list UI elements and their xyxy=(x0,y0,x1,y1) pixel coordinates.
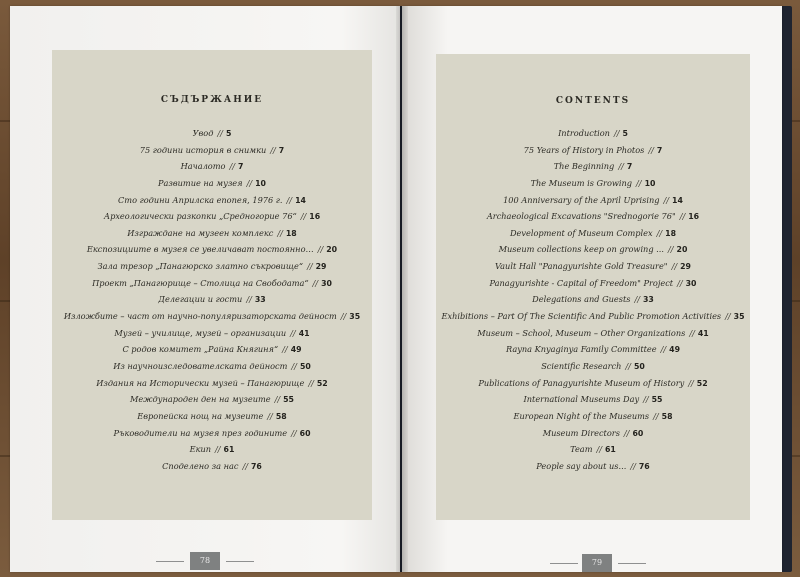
toc-page-number: 20 xyxy=(676,245,688,255)
toc-entry-label: The Museum is Growing xyxy=(530,177,633,188)
toc-entry xyxy=(436,341,750,358)
toc-page-number: 58 xyxy=(661,411,673,421)
toc-entry-label: Team xyxy=(570,444,593,455)
toc-separator: // xyxy=(613,128,620,138)
left-page xyxy=(10,6,400,572)
toc-separator: // xyxy=(282,344,288,355)
toc-page-number: 30 xyxy=(321,278,332,288)
toc-separator: // xyxy=(308,377,314,388)
toc-entry-label: Екип xyxy=(189,444,212,455)
toc-separator: // xyxy=(312,277,319,288)
toc-page-number: 14 xyxy=(672,195,683,205)
toc-separator: // xyxy=(630,460,636,471)
right-toc-list xyxy=(436,125,750,474)
toc-page-number: 30 xyxy=(685,278,697,288)
toc-separator: // xyxy=(634,294,640,305)
toc-page-number: 5 xyxy=(622,129,628,138)
toc-separator: // xyxy=(677,277,683,288)
toc-separator: // xyxy=(648,144,654,155)
toc-entry xyxy=(436,275,750,292)
toc-separator: // xyxy=(596,444,602,455)
book-gutter xyxy=(396,6,408,572)
folio-rule xyxy=(226,561,254,562)
toc-entry xyxy=(52,258,372,275)
toc-page-number: 7 xyxy=(656,145,663,155)
toc-page-number: 33 xyxy=(642,295,654,305)
toc-separator: // xyxy=(291,427,297,438)
toc-page-number: 50 xyxy=(299,361,311,371)
toc-entry xyxy=(436,425,750,442)
toc-entry-label: Сто години Априлска епопея, 1976 г. xyxy=(118,194,283,205)
left-contents-panel xyxy=(52,50,372,520)
toc-entry xyxy=(52,291,372,308)
toc-separator: // xyxy=(274,394,281,405)
toc-entry-label: Началото xyxy=(180,161,226,172)
toc-separator: // xyxy=(229,161,235,172)
toc-page-number: 50 xyxy=(633,361,645,371)
toc-separator: // xyxy=(307,261,313,272)
toc-page-number: 60 xyxy=(632,428,644,438)
toc-separator: // xyxy=(270,144,276,155)
toc-entry-label: Development of Museum Complex xyxy=(509,227,653,238)
toc-entry xyxy=(436,125,750,142)
toc-entry xyxy=(52,325,372,342)
toc-entry xyxy=(436,358,750,375)
toc-page-number: 41 xyxy=(298,328,310,338)
toc-entry xyxy=(52,441,372,458)
toc-entry-label: Международен ден на музеите xyxy=(130,394,271,405)
toc-page-number: 55 xyxy=(651,395,663,405)
toc-entry xyxy=(436,142,750,159)
toc-entry-label: Panagyurishte - Capital of Freedom" Project xyxy=(489,277,674,288)
toc-page-number: 58 xyxy=(275,411,287,421)
toc-entry-label: Publications of Panagyurishte Museum of History xyxy=(478,377,685,388)
toc-separator: // xyxy=(246,294,252,305)
toc-entry-label: Експозициите в музея се увеличават постоянно… xyxy=(86,244,314,255)
toc-separator: // xyxy=(246,177,253,188)
toc-entry xyxy=(436,175,750,192)
toc-entry-label: Introduction xyxy=(558,128,610,138)
toc-entry-label: Из научноизследователската дейност xyxy=(113,360,288,371)
toc-entry-label: European Night of the Museums xyxy=(513,410,650,421)
toc-entry-label: 100 Anniversary of the April Uprising xyxy=(503,194,660,205)
toc-entry xyxy=(436,258,750,275)
toc-entry xyxy=(52,241,372,258)
toc-separator: // xyxy=(290,327,296,338)
toc-entry xyxy=(52,308,372,325)
toc-page-number: 49 xyxy=(290,345,302,355)
toc-page-number: 52 xyxy=(696,378,708,388)
toc-separator: // xyxy=(286,194,293,205)
toc-entry-label: Scientific Research xyxy=(541,360,622,371)
toc-separator: // xyxy=(340,311,347,322)
toc-page-number: 76 xyxy=(638,461,650,471)
left-toc-list xyxy=(52,125,372,474)
toc-entry-label: Делегации и гости xyxy=(158,294,243,305)
toc-entry-label: Музей – училище, музей – организации xyxy=(114,327,287,338)
right-page-number: 79 xyxy=(582,554,612,572)
toc-entry xyxy=(52,391,372,408)
left-page-number: 78 xyxy=(190,552,220,570)
toc-separator: // xyxy=(689,327,695,338)
toc-separator: // xyxy=(671,261,678,272)
toc-entry-label: Изложбите – част от научно-популяризаторската дейност xyxy=(63,311,337,322)
toc-entry-label: Museum Directors xyxy=(542,427,620,438)
toc-page-number: 52 xyxy=(316,378,328,388)
toc-entry xyxy=(436,192,750,209)
toc-separator: // xyxy=(267,410,273,421)
toc-entry xyxy=(436,441,750,458)
toc-entry xyxy=(436,325,750,342)
toc-entry xyxy=(52,275,372,292)
toc-entry-label: Археологически разкопки „Средногорие 76“ xyxy=(103,211,297,222)
toc-entry xyxy=(52,208,372,225)
toc-separator: // xyxy=(623,427,630,438)
toc-entry-label: 75 години история в снимки xyxy=(139,144,267,155)
toc-entry-label: Споделено за нас xyxy=(162,460,239,471)
toc-entry xyxy=(52,175,372,192)
toc-page-number: 61 xyxy=(605,445,616,455)
toc-separator: // xyxy=(277,227,283,238)
toc-page-number: 7 xyxy=(278,145,285,155)
toc-entry-label: Издания на Исторически музей – Панагюрище xyxy=(96,377,305,388)
toc-page-number: 16 xyxy=(309,212,321,222)
toc-entry xyxy=(436,158,750,175)
toc-separator: // xyxy=(317,244,324,255)
toc-page-number: 10 xyxy=(644,178,656,188)
toc-separator: // xyxy=(618,161,624,172)
toc-entry-label: International Museums Day xyxy=(523,394,640,405)
toc-entry xyxy=(52,225,372,242)
toc-separator: // xyxy=(725,311,731,322)
toc-page-number: 33 xyxy=(254,295,266,305)
toc-page-number: 18 xyxy=(285,228,297,238)
toc-separator: // xyxy=(300,211,307,222)
toc-page-number: 61 xyxy=(223,445,235,455)
toc-entry-label: Exhibitions – Part Of The Scientific And Public Promotion Activities xyxy=(441,311,722,322)
toc-entry xyxy=(52,341,372,358)
right-contents-panel xyxy=(436,54,750,520)
toc-page-number: 18 xyxy=(665,228,677,238)
toc-entry-label: 75 Years of History in Photos xyxy=(523,144,645,155)
toc-separator: // xyxy=(215,444,221,455)
toc-entry xyxy=(52,358,372,375)
toc-entry-label: Museum collections keep on growing ... xyxy=(498,244,664,255)
toc-entry-label: Delegations and Guests xyxy=(532,294,631,305)
folio-rule xyxy=(618,563,646,564)
toc-entry xyxy=(52,192,372,209)
toc-entry xyxy=(52,375,372,392)
toc-separator: // xyxy=(653,410,659,421)
toc-page-number: 16 xyxy=(688,212,700,222)
toc-entry xyxy=(436,291,750,308)
toc-entry xyxy=(52,158,372,175)
toc-page-number: 35 xyxy=(349,312,361,322)
toc-entry xyxy=(436,458,750,475)
toc-page-number: 5 xyxy=(225,129,232,138)
toc-entry-label: Европейска нощ на музеите xyxy=(137,410,264,421)
toc-entry-label: Museum – School, Museum – Other Organizations xyxy=(477,327,686,338)
toc-page-number: 7 xyxy=(237,162,244,172)
toc-page-number: 20 xyxy=(326,245,338,255)
toc-entry xyxy=(52,142,372,159)
toc-page-number: 10 xyxy=(255,178,266,188)
toc-entry xyxy=(52,425,372,442)
toc-entry xyxy=(436,408,750,425)
toc-entry-label: Vault Hall "Panagyurishte Gold Treasure" xyxy=(495,261,668,272)
toc-separator: // xyxy=(656,227,663,238)
left-page-title: СЪДЪРЖАНИЕ xyxy=(160,95,264,105)
toc-page-number: 60 xyxy=(299,428,311,438)
toc-entry-label: The Beginning xyxy=(553,161,615,172)
toc-separator: // xyxy=(663,194,670,205)
toc-entry xyxy=(436,391,750,408)
toc-page-number: 76 xyxy=(250,461,262,471)
toc-separator: // xyxy=(643,394,649,405)
toc-separator: // xyxy=(668,244,674,255)
toc-entry xyxy=(436,375,750,392)
open-book xyxy=(4,2,794,574)
toc-page-number: 55 xyxy=(283,395,294,405)
toc-entry-label: Изграждане на музеен комплекс xyxy=(127,227,274,238)
toc-separator: // xyxy=(291,360,297,371)
toc-page-number: 29 xyxy=(315,262,327,272)
toc-separator: // xyxy=(636,177,642,188)
toc-separator: // xyxy=(625,360,631,371)
toc-page-number: 29 xyxy=(680,262,691,272)
toc-entry xyxy=(52,408,372,425)
toc-separator: // xyxy=(679,211,686,222)
toc-separator: // xyxy=(688,377,694,388)
toc-entry xyxy=(52,458,372,475)
toc-entry xyxy=(436,208,750,225)
toc-entry-label: Проект „Панагюрище – Столица на Свободата“ xyxy=(92,277,309,288)
toc-entry xyxy=(52,125,372,142)
toc-entry-label: Увод xyxy=(192,128,214,138)
toc-entry xyxy=(436,225,750,242)
toc-separator: // xyxy=(242,460,248,471)
right-page-title: CONTENTS xyxy=(555,96,631,106)
toc-entry xyxy=(436,241,750,258)
toc-entry-label: Archaeological Excavations "Srednogorie 76" xyxy=(486,211,676,222)
folio-rule xyxy=(156,561,184,562)
toc-entry-label: Развитие на музея xyxy=(158,177,243,188)
toc-entry-label: People say about us... xyxy=(536,460,627,471)
toc-entry-label: С родов комитет „Райна Княгиня“ xyxy=(122,344,279,355)
folio-rule xyxy=(550,563,578,564)
toc-entry xyxy=(436,308,750,325)
toc-entry-label: Rayna Knyaginya Family Committee xyxy=(506,344,657,355)
right-page xyxy=(402,6,782,572)
toc-page-number: 7 xyxy=(626,162,633,172)
toc-separator: // xyxy=(217,128,223,138)
toc-page-number: 14 xyxy=(295,195,306,205)
toc-page-number: 35 xyxy=(733,312,745,322)
toc-page-number: 41 xyxy=(697,328,709,338)
toc-separator: // xyxy=(660,344,667,355)
toc-entry-label: Зала трезор „Панагюрско златно съкровище“ xyxy=(97,261,304,272)
toc-page-number: 49 xyxy=(669,345,680,355)
toc-entry-label: Ръководители на музея през годините xyxy=(113,427,288,438)
